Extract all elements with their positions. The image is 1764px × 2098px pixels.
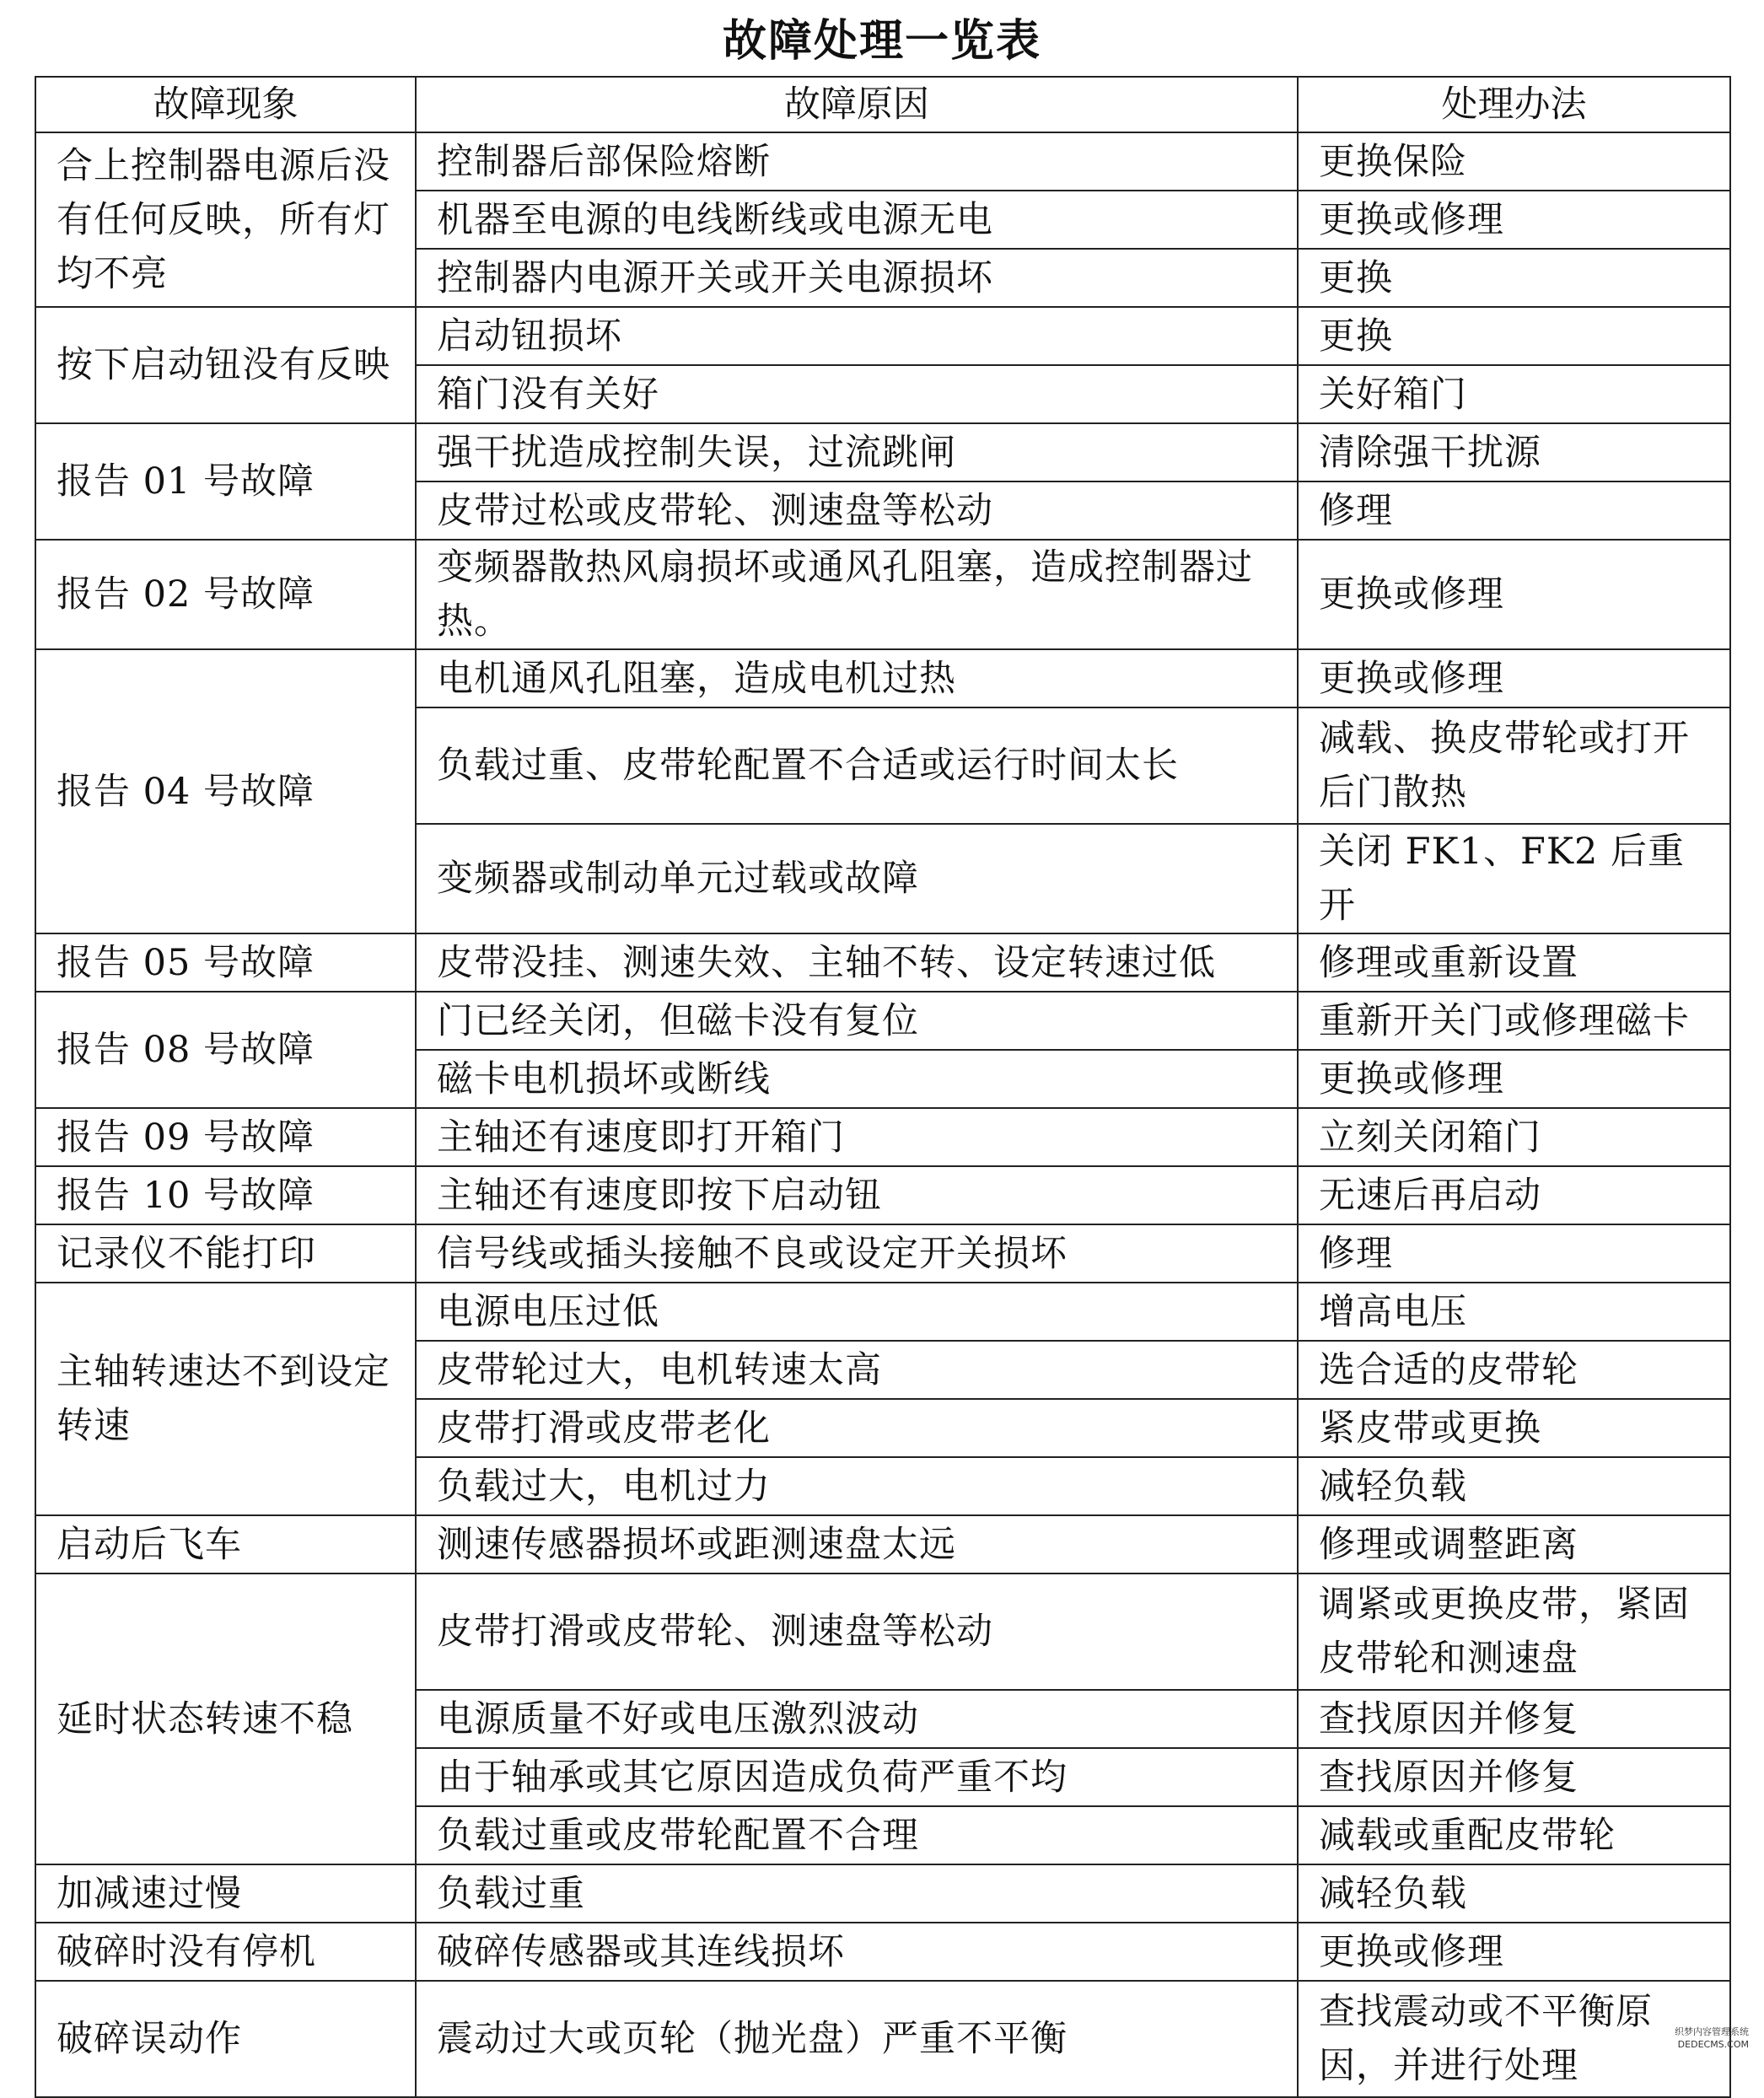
fix-cell: 减轻负载 — [1298, 1457, 1730, 1515]
cause-cell: 信号线或插头接触不良或设定开关损坏 — [416, 1224, 1298, 1283]
fix-cell: 修理或重新设置 — [1298, 933, 1730, 992]
cause-cell: 电源电压过低 — [416, 1283, 1298, 1341]
cause-cell: 由于轴承或其它原因造成负荷严重不均 — [416, 1748, 1298, 1806]
cause-cell: 负载过重 — [416, 1864, 1298, 1923]
fix-cell: 查找震动或不平衡原因，并进行处理 — [1298, 1981, 1730, 2097]
column-header-fix: 处理办法 — [1298, 77, 1730, 132]
symptom-cell: 报告 10 号故障 — [35, 1166, 416, 1224]
page-title: 故障处理一览表 — [722, 15, 1041, 67]
cause-cell: 负载过重、皮带轮配置不合适或运行时间太长 — [416, 707, 1298, 824]
symptom-cell: 主轴转速达不到设定转速 — [35, 1283, 416, 1515]
column-header-symptom: 故障现象 — [35, 77, 416, 132]
table-row — [35, 1108, 1730, 1166]
symptom-cell: 记录仪不能打印 — [35, 1224, 416, 1283]
cause-cell: 控制器后部保险熔断 — [416, 132, 1298, 191]
table-row — [35, 1574, 1730, 1690]
symptom-cell: 启动后飞车 — [35, 1515, 416, 1574]
cause-cell: 负载过大，电机过力 — [416, 1457, 1298, 1515]
table-row — [35, 540, 1730, 649]
fix-cell: 修理 — [1298, 481, 1730, 540]
cause-cell: 门已经关闭，但磁卡没有复位 — [416, 992, 1298, 1050]
fix-cell: 更换或修理 — [1298, 1923, 1730, 1981]
cause-cell: 电源质量不好或电压激烈波动 — [416, 1690, 1298, 1748]
symptom-cell: 合上控制器电源后没有任何反映，所有灯均不亮 — [35, 132, 416, 307]
symptom-cell: 报告 09 号故障 — [35, 1108, 416, 1166]
fix-cell: 减轻负载 — [1298, 1864, 1730, 1923]
fix-cell: 减载或重配皮带轮 — [1298, 1806, 1730, 1864]
cause-cell: 变频器或制动单元过载或故障 — [416, 824, 1298, 933]
fix-cell: 减载、换皮带轮或打开后门散热 — [1298, 707, 1730, 824]
watermark-line-en: DEDECMS.COM — [1677, 2039, 1749, 2050]
fix-cell: 更换或修理 — [1298, 649, 1730, 707]
table-row — [35, 1923, 1730, 1981]
cause-cell: 控制器内电源开关或开关电源损坏 — [416, 249, 1298, 307]
cause-cell: 皮带没挂、测速失效、主轴不转、设定转速过低 — [416, 933, 1298, 992]
fix-cell: 选合适的皮带轮 — [1298, 1341, 1730, 1399]
table-header — [35, 77, 1730, 132]
cause-cell: 启动钮损坏 — [416, 307, 1298, 365]
symptom-cell: 按下启动钮没有反映 — [35, 307, 416, 423]
table-row — [35, 132, 1730, 191]
cause-cell: 负载过重或皮带轮配置不合理 — [416, 1806, 1298, 1864]
cause-cell: 强干扰造成控制失误，过流跳闸 — [416, 423, 1298, 481]
cause-cell: 电机通风孔阻塞，造成电机过热 — [416, 649, 1298, 707]
fix-cell: 修理或调整距离 — [1298, 1515, 1730, 1574]
table-row — [35, 1224, 1730, 1283]
fault-table — [35, 76, 1731, 2098]
cause-cell: 主轴还有速度即按下启动钮 — [416, 1166, 1298, 1224]
fix-cell: 更换 — [1298, 249, 1730, 307]
fix-cell: 更换 — [1298, 307, 1730, 365]
fix-cell: 查找原因并修复 — [1298, 1748, 1730, 1806]
watermark — [1622, 2025, 1749, 2051]
table-row — [35, 1283, 1730, 1341]
fix-cell: 更换或修理 — [1298, 540, 1730, 649]
cause-cell: 磁卡电机损坏或断线 — [416, 1050, 1298, 1108]
cause-cell: 皮带打滑或皮带轮、测速盘等松动 — [416, 1574, 1298, 1690]
fix-cell: 立刻关闭箱门 — [1298, 1108, 1730, 1166]
cause-cell: 变频器散热风扇损坏或通风孔阻塞，造成控制器过热。 — [416, 540, 1298, 649]
table-row — [35, 649, 1730, 707]
symptom-cell: 报告 02 号故障 — [35, 540, 416, 649]
watermark-line-cn: 织梦内容管理系统 — [1675, 2026, 1749, 2037]
table-row — [35, 1166, 1730, 1224]
fix-cell: 关闭 FK1、FK2 后重开 — [1298, 824, 1730, 933]
symptom-cell: 报告 01 号故障 — [35, 423, 416, 540]
cause-cell: 皮带打滑或皮带老化 — [416, 1399, 1298, 1457]
table-body — [35, 132, 1730, 2097]
cause-cell: 皮带轮过大，电机转速太高 — [416, 1341, 1298, 1399]
fix-cell: 重新开关门或修理磁卡 — [1298, 992, 1730, 1050]
fix-cell: 关好箱门 — [1298, 365, 1730, 423]
table-row — [35, 1515, 1730, 1574]
cause-cell: 箱门没有关好 — [416, 365, 1298, 423]
cause-cell: 主轴还有速度即打开箱门 — [416, 1108, 1298, 1166]
symptom-cell: 报告 05 号故障 — [35, 933, 416, 992]
symptom-cell: 破碎误动作 — [35, 1981, 416, 2097]
table-row — [35, 992, 1730, 1050]
symptom-cell: 报告 08 号故障 — [35, 992, 416, 1108]
table-row — [35, 933, 1730, 992]
fix-cell: 更换或修理 — [1298, 191, 1730, 249]
fix-cell: 修理 — [1298, 1224, 1730, 1283]
symptom-cell: 破碎时没有停机 — [35, 1923, 416, 1981]
cause-cell: 皮带过松或皮带轮、测速盘等松动 — [416, 481, 1298, 540]
header-row — [35, 77, 1730, 132]
table-row — [35, 1864, 1730, 1923]
fix-cell: 无速后再启动 — [1298, 1166, 1730, 1224]
table-row — [35, 423, 1730, 481]
cause-cell: 破碎传感器或其连线损坏 — [416, 1923, 1298, 1981]
symptom-cell: 延时状态转速不稳 — [35, 1574, 416, 1864]
table-row — [35, 1981, 1730, 2097]
symptom-cell: 报告 04 号故障 — [35, 649, 416, 933]
symptom-cell: 加减速过慢 — [35, 1864, 416, 1923]
fix-cell: 清除强干扰源 — [1298, 423, 1730, 481]
fix-cell: 调紧或更换皮带，紧固皮带轮和测速盘 — [1298, 1574, 1730, 1690]
fix-cell: 增高电压 — [1298, 1283, 1730, 1341]
column-header-cause: 故障原因 — [416, 77, 1298, 132]
cause-cell: 机器至电源的电线断线或电源无电 — [416, 191, 1298, 249]
fix-cell: 更换保险 — [1298, 132, 1730, 191]
table-row — [35, 307, 1730, 365]
fix-cell: 紧皮带或更换 — [1298, 1399, 1730, 1457]
fix-cell: 查找原因并修复 — [1298, 1690, 1730, 1748]
cause-cell: 测速传感器损坏或距测速盘太远 — [416, 1515, 1298, 1574]
cause-cell: 震动过大或页轮（抛光盘）严重不平衡 — [416, 1981, 1298, 2097]
fix-cell: 更换或修理 — [1298, 1050, 1730, 1108]
